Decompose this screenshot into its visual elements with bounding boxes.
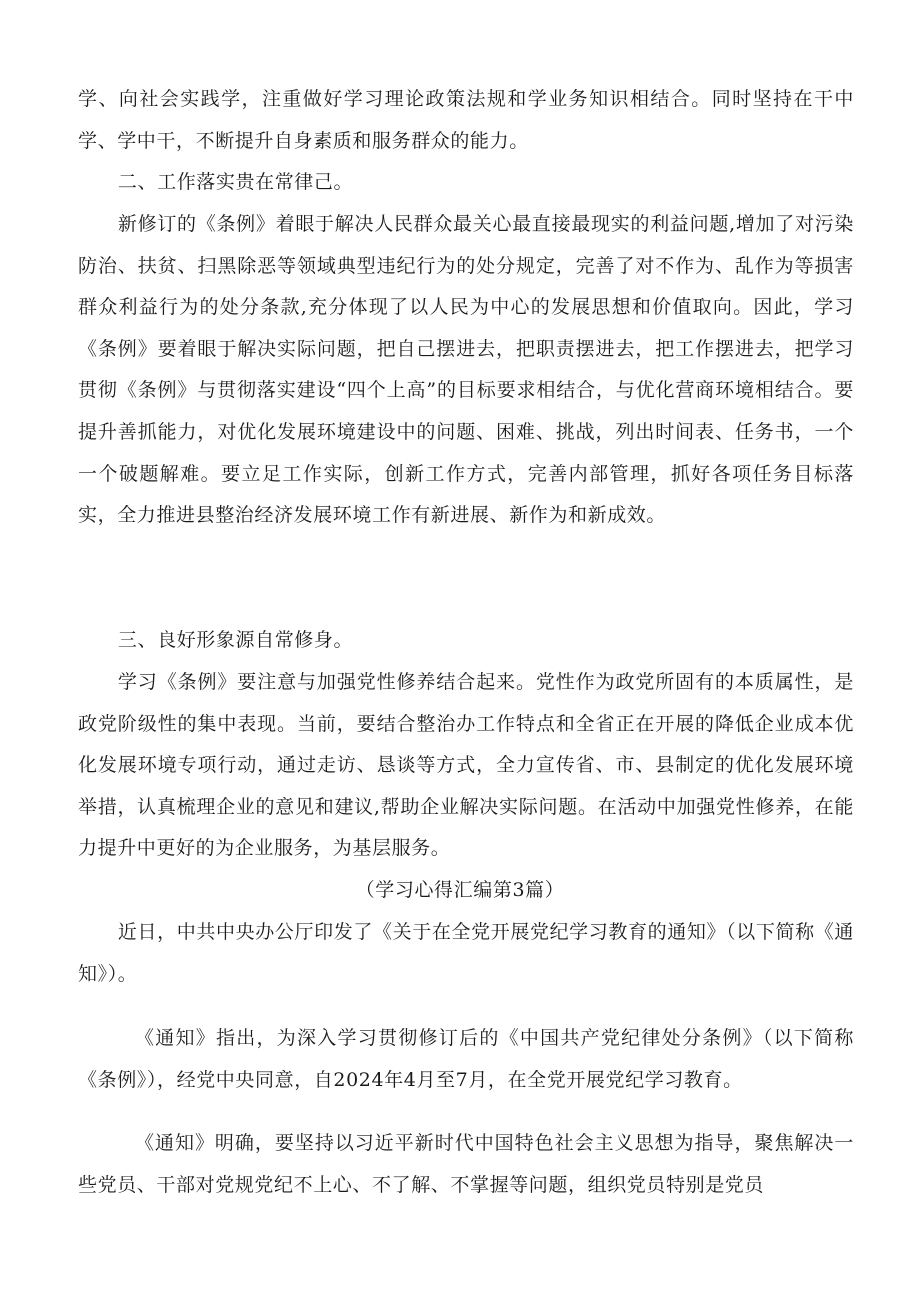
article-title-part-3: （学习心得汇编第3篇） [355, 879, 565, 901]
heading-section-two: 二、工作落实贵在常律己。 [117, 171, 354, 193]
heading-section-three: 三、良好形象源自常修身。 [117, 629, 354, 651]
paragraph-notice-points-out: 《通知》指出，为深入学习贯彻修订后的《中国共产党纪律处分条例》（以下简称《条例》），经党中央同意，自2024年4月至7月，在全党开展党纪学习教育。 [78, 1027, 854, 1091]
paragraph-party-spirit: 学习《条例》要注意与加强党性修养结合起来。党性作为政党所固有的本质属性，是政党阶级性的集中表现。当前，要结合整治办工作特点和全省正在开展的降低企业成本优化发展环境专项行动，通过走访、恳谈等方式，全力宣传省、市、县制定的优化发展环境举措，认真梳理企业的意见和建议,帮助企业解决实际问题。在活动中加强党性修养，在能力提升中更好的为企业服务，为基层服务。 [78, 671, 854, 860]
paragraph-notice-clarifies: 《通知》明确，要坚持以习近平新时代中国特色社会主义思想为指导，聚焦解决一些党员、干部对党规党纪不上心、不了解、不掌握等问题，组织党员特别是党员 [78, 1132, 854, 1196]
paragraph-notice-issued: 近日，中共中央办公厅印发了《关于在全党开展党纪学习教育的通知》（以下简称《通知》）。 [78, 921, 854, 985]
paragraph-study-practice: 学、向社会实践学，注重做好学习理论政策法规和学业务知识相结合。同时坚持在干中学、学中干，不断提升自身素质和服务群众的能力。 [78, 88, 854, 152]
paragraph-regulation-revision: 新修订的《条例》着眼于解决人民群众最关心最直接最现实的利益问题,增加了对污染防治、扶贫、扫黑除恶等领域典型违纪行为的处分规定，完善了对不作为、乱作为等损害群众利益行为的处分条款,充分体现了以人民为中心的发展思想和价值取向。因此，学习《条例》要着眼于解决实际问题，把自己摆进去，把职责摆进去，把工作摆进去，把学习贯彻《条例》与贯彻落实建设“四个上高”的目标要求相结合，与优化营商环境相结合。要提升善抓能力，对优化发展环境建设中的问题、困难、挑战，列出时间表、任务书，一个一个破题解难。要立足工作实际，创新工作方式，完善内部管理，抓好各项任务目标落实，全力推进县整治经济发展环境工作有新进展、新作为和新成效。 [78, 213, 854, 527]
